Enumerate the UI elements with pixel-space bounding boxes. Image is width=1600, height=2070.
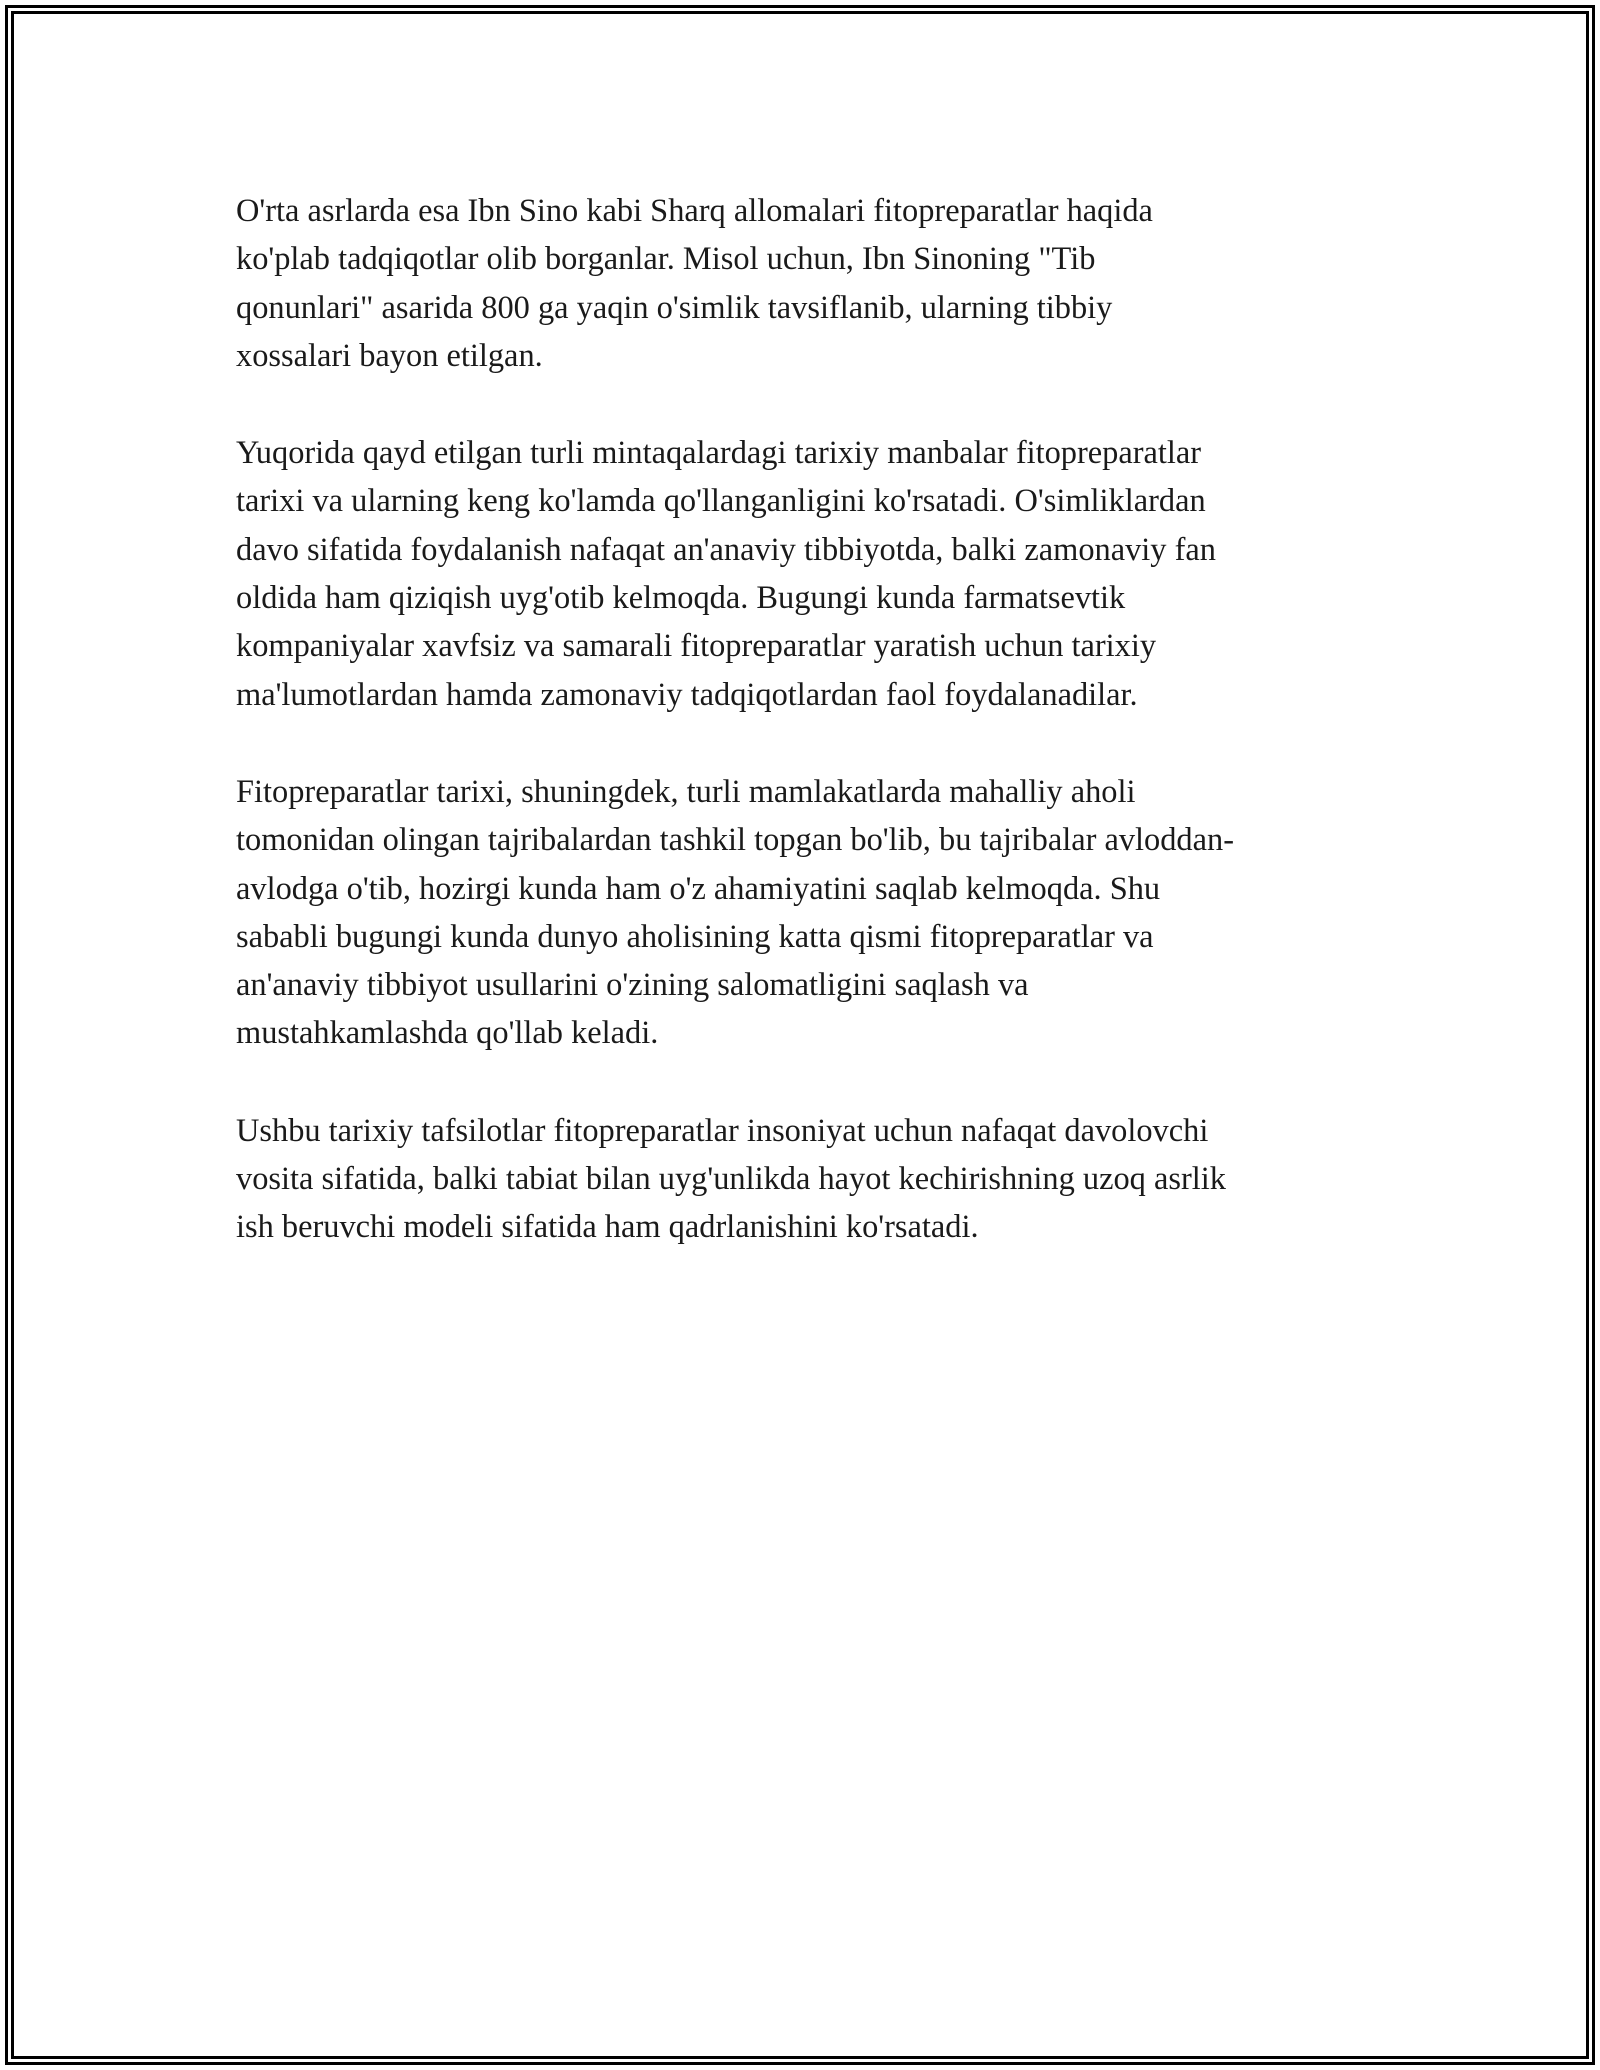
- paragraph-historical-sources: Yuqorida qayd etilgan turli mintaqalardagi tarixiy manbalar fitopreparatlar tarixi va ularning keng ko'lamda qo'llanganligini ko'rsatadi. O'simliklardan davo sifatida foydalanish nafaqat an'anaviy tibbiyotda, balki zamonaviy fan oldida ham qiziqish uyg'otib kelmoqda. Bugungi kunda farmatsevtik kompaniyalar xavfsiz va samarali fitopreparatlar yaratish uchun tarixiy ma'lumotlardan hamda zamonaviy tadqiqotlardan faol foydalanadilar.: [236, 435, 1216, 713]
- paragraph-local-experience: Fitopreparatlar tarixi, shuningdek, turli mamlakatlarda mahalliy aholi tomonidan olingan tajribalardan tashkil topgan bo'lib, bu tajribalar avloddan- avlodga o'tib, hozirgi kunda ham o'z ahamiyatini saqlab kelmoqda. Shu sababli bugungi kunda dunyo aholisining katta qismi fitopreparatlar va an'anaviy tibbiyot usullarini o'zining salomatligini saqlash va mustahkamlashda qo'llab keladi.: [236, 773, 1234, 1052]
- paragraph-ibn-sino: O'rta asrlarda esa Ibn Sino kabi Sharq allomalari fitopreparatlar haqida ko'plab tadqiqotlar olib borganlar. Misol uchun, Ibn Sinoning "Tib qonunlari" asarida 800 ga yaqin o'simlik tavsiflanib, ularning tibbiy xossalari bayon etilgan.: [236, 193, 1153, 374]
- paragraph-conclusion: Ushbu tarixiy tafsilotlar fitopreparatlar insoniyat uchun nafaqat davolovchi vosita sifatida, balki tabiat bilan uyg'unlikda hayot kechirishning uzoq asrlik ish beruvchi modeli sifatida ham qadrlanishini ko'rsatadi.: [236, 1112, 1226, 1246]
- document-body: [236, 187, 1376, 1301]
